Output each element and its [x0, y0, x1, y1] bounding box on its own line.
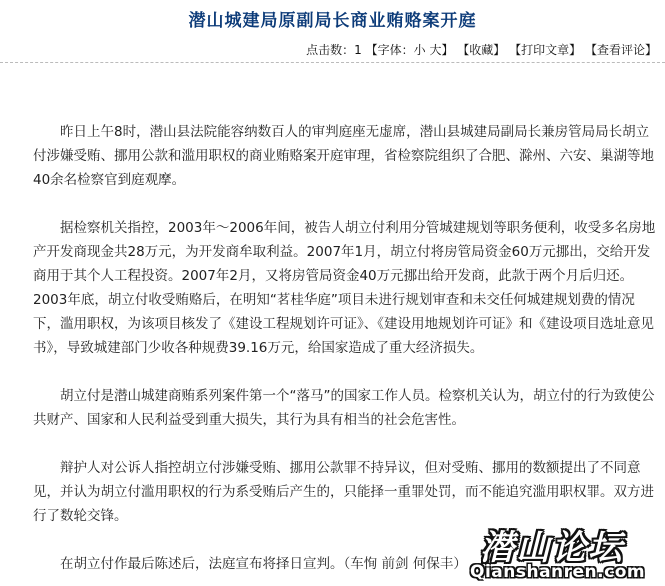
font-small-link[interactable]: 小 [413, 43, 426, 57]
watermark-url: Qianshanren.com [470, 562, 646, 582]
view-comments-link[interactable]: 【查看评论】 [584, 43, 657, 57]
print-article-link[interactable]: 【打印文章】 [509, 43, 582, 57]
article-body [33, 120, 660, 576]
font-size-suffix: 】 [441, 43, 454, 57]
watermark-logo: 潜山论坛 [480, 528, 624, 568]
article-meta-bar [0, 40, 657, 60]
font-large-link[interactable]: 大 [429, 43, 442, 57]
hits-count: 1 [354, 43, 362, 57]
hits-label: 点击数： [306, 43, 355, 57]
article-title: 潜山城建局原副局长商业贿赂案开庭 [188, 11, 477, 31]
article-paragraph: 据检察机关指控，2003年～2006年间，被告人胡立付利用分管城建规划等职务便利，收受多名房地产开发商现金共28万元，为开发商牟取利益。2007年1月，胡立付将房管局资金60万元挪出，交给开发商用于其个人工程投资。2007年2月，又将房管局资金40万元挪出给开发商，此款于两个月后归还。2003年底，胡立付收受贿赂后，在明知“茗桂华庭”项目未进行规划审查和未交任何城建规划费的情况下，滥用职权，为该项目核发了《建设工程规划许可证》、《建设用地规划许可证》和《建设项目选址意见书》，导致城建部门少收各种规费39.16万元，给国家造成了重大经济损失。 [33, 220, 656, 356]
header-divider [0, 62, 665, 63]
favorite-link[interactable]: 【收藏】 [457, 43, 506, 57]
font-size-prefix: 【字体： [365, 43, 414, 57]
article-paragraph: 昨日上午8时，潜山县法院能容纳数百人的审判庭座无虚席，潜山县城建局副局长兼房管局局长胡立付涉嫌受贿、挪用公款和滥用职权的商业贿赂案开庭审理，省检察院组织了合肥、滁州、六安、巢湖等地40余名检察官到庭观摩。 [33, 124, 654, 188]
article-paragraph: 辩护人对公诉人指控胡立付涉嫌受贿、挪用公款罪不持异议，但对受贿、挪用的数额提出了不同意见，并认为胡立付滥用职权的行为系受贿后产生的，只能择一重罪处罚，而不能追究滥用职权罪。双方进行了数轮交锋。 [33, 460, 654, 524]
article-paragraph: 胡立付是潜山城建商贿系列案件第一个“落马”的国家工作人员。检察机关认为，胡立付的行为致使公共财产、国家和人民利益受到重大损失，其行为具有相当的社会危害性。 [33, 388, 655, 428]
article-paragraph: 在胡立付作最后陈述后，法庭宣布将择日宣判。（车恂 前剑 何保丰） [60, 556, 467, 572]
